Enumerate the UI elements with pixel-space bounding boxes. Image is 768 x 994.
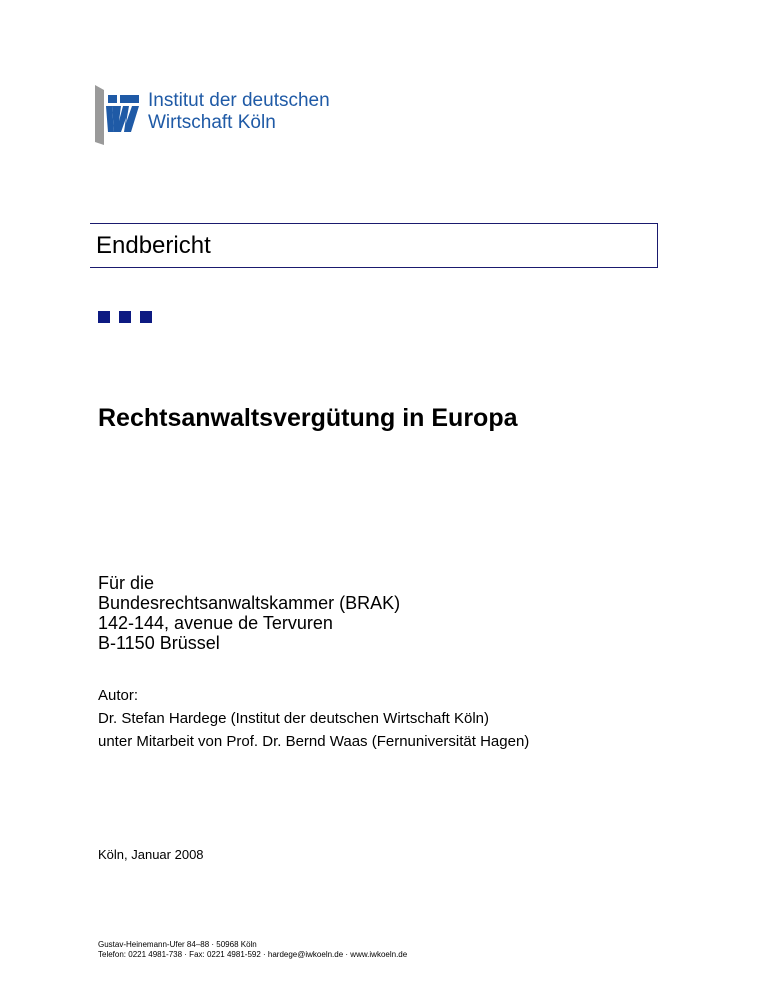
report-type-box: [90, 223, 658, 268]
author-label: Autor:: [98, 687, 139, 704]
recipient-line: Für die: [98, 573, 155, 593]
institute-name-line1: Institut der deutschen: [148, 90, 330, 111]
author-line: unter Mitarbeit von Prof. Dr. Bernd Waas (Fernuniversität Hagen): [98, 733, 530, 750]
institute-name: [148, 90, 330, 134]
institute-logo: [95, 85, 340, 147]
footer-contact: Telefon: 0221 4981-738 · Fax: 0221 4981-592 · hardege@iwkoeln.de · www.iwkoeln.de: [98, 950, 408, 959]
page-title: Rechtsanwaltsvergütung in Europa: [98, 404, 518, 432]
recipient-line: B-1150 Brüssel: [98, 633, 220, 653]
square-icon: [140, 311, 152, 323]
report-type: Endbericht: [96, 232, 211, 259]
recipient-line: 142-144, avenue de Tervuren: [98, 613, 333, 633]
author-block: [98, 684, 529, 753]
square-icon: [98, 311, 110, 323]
dateline: Köln, Januar 2008: [98, 847, 204, 862]
institute-name-line2: Wirtschaft Köln: [148, 112, 276, 133]
recipient-block: [98, 573, 400, 653]
author-line: Dr. Stefan Hardege (Institut der deutschen Wirtschaft Köln): [98, 710, 490, 727]
footer: [98, 940, 407, 960]
square-icon: [119, 311, 131, 323]
recipient-line: Bundesrechtsanwaltskammer (BRAK): [98, 593, 401, 613]
iw-logo-icon: [95, 85, 139, 145]
footer-address: Gustav-Heinemann-Ufer 84–88 · 50968 Köln: [98, 940, 257, 949]
